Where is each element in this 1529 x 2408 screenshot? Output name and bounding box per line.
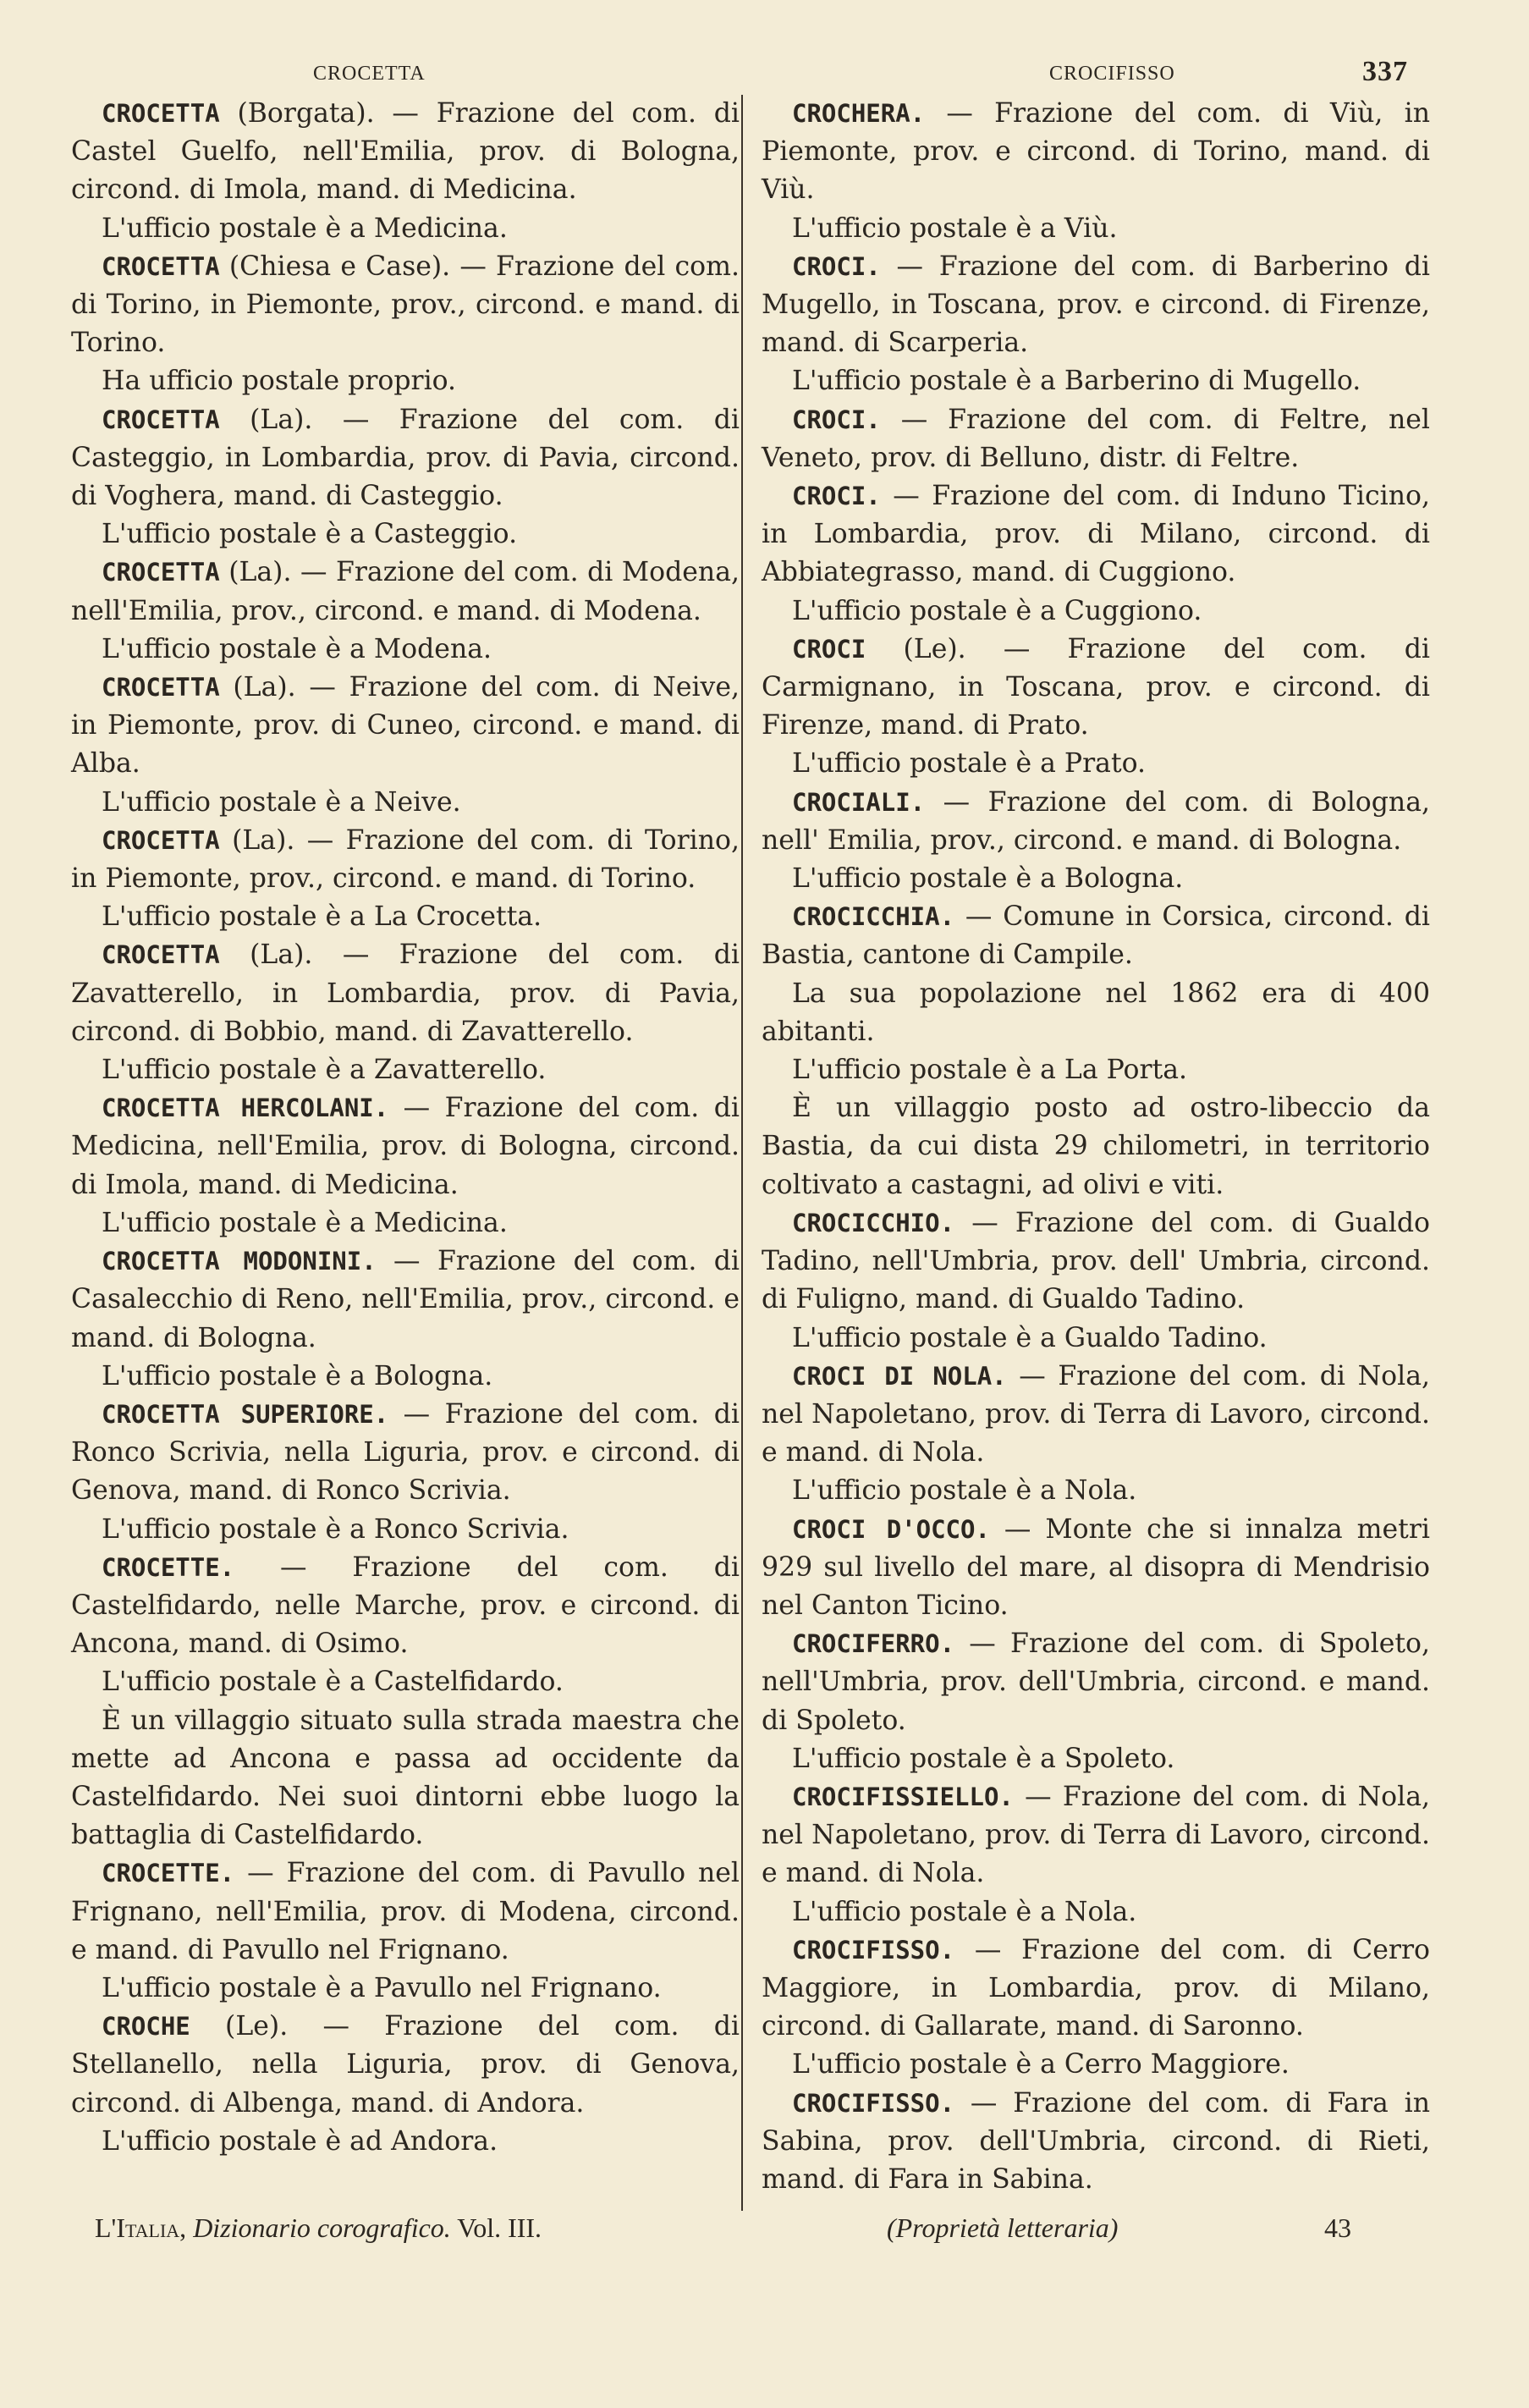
dictionary-entry — [71, 822, 740, 898]
entry-note: L'ufficio postale è a Bologna. — [102, 1360, 493, 1391]
dictionary-entry — [762, 1511, 1430, 1626]
running-head-left: CROCETTA — [313, 63, 426, 85]
entry-note: L'ufficio postale è a Viù. — [792, 212, 1118, 244]
dictionary-entry — [762, 1204, 1430, 1320]
entry-definition: (La). — Frazione del com. di Torino, in Piemonte, prov., circond. e mand. di Torino. — [71, 824, 740, 895]
entry-headword: CROCIFISSO. — [792, 1935, 955, 1964]
entry-headword: CROCETTA — [102, 251, 220, 281]
entry-headword: CROCETTA — [102, 673, 220, 703]
entry-note: L'ufficio postale è a Ronco Scrivia. — [102, 1513, 569, 1545]
entry-headword: CROCI. — [792, 405, 881, 434]
entry-headword: CROCIALI. — [792, 787, 926, 817]
entry-note: Ha ufficio postale proprio. — [102, 366, 457, 397]
dictionary-entry — [762, 477, 1430, 592]
entry-note: L'ufficio postale è ad Andora. — [102, 2125, 498, 2157]
entry-headword: CROCI D'OCCO. — [792, 1514, 990, 1544]
entry-headword: CROCI — [792, 634, 866, 664]
entry-definition: — Frazione del com. di Nola, nel Napoletano, prov. di Terra di Lavoro, circond. e mand. di Nola. — [762, 1781, 1430, 1889]
entry-headword: CROCETTA — [102, 825, 220, 855]
footer-subtitle: Dizionario corografico. — [193, 2212, 451, 2243]
entry-headword: CROCIFISSO. — [792, 2088, 955, 2118]
entry-definition: — Frazione del com. di Barberino di Mugello, in Toscana, prov. e circond. di Firenze, mand. di Scarperia. — [762, 251, 1430, 359]
entry-note: L'ufficio postale è a Nola. — [792, 1896, 1137, 1927]
entry-headword: CROCETTA — [102, 940, 220, 970]
entry-headword: CROCIFISSIELLO. — [792, 1782, 1014, 1811]
entry-headword: CROCI. — [792, 482, 881, 511]
entry-definition: — Frazione del com. di Ronco Scrivia, nella Liguria, prov. e circond. di Genova, mand. di Ronco Scrivia. — [71, 1398, 740, 1507]
dictionary-entry — [71, 1854, 740, 1970]
page-number: 337 — [1362, 56, 1408, 87]
entry-definition: — Frazione del com. di Spoleto, nell'Umbria, prov. dell'Umbria, circond. e mand. di Spoleto. — [762, 1628, 1430, 1736]
entry-note: L'ufficio postale è a Cerro Maggiore. — [792, 2049, 1290, 2080]
entry-definition: — Frazione del com. di Cerro Maggiore, in Lombardia, prov. di Milano, circond. di Gallarate, mand. di Saronno. — [762, 1934, 1430, 2042]
dictionary-entry — [762, 1358, 1430, 1473]
entry-note: L'ufficio postale è a Spoleto. — [792, 1743, 1175, 1774]
entry-headword: CROCI DI NOLA. — [792, 1361, 1007, 1391]
left-column — [71, 95, 740, 2161]
entry-headword: CROCETTE. — [102, 1552, 235, 1582]
entry-note: L'ufficio postale è a Pavullo nel Frignano. — [102, 1972, 662, 2003]
entry-headword: CROCETTA — [102, 99, 220, 128]
entry-headword: CROCETTA — [102, 405, 220, 434]
right-column — [762, 95, 1430, 2199]
entry-definition: — Frazione del com. di Feltre, nel Veneto, prov. di Belluno, distr. di Feltre. — [762, 404, 1430, 473]
footer-rights: (Proprietà letteraria) — [887, 2212, 1119, 2243]
footer-title: L'Italia, — [95, 2212, 187, 2243]
entry-definition: — Monte che si innalza metri 929 sul livello del mare, al disopra di Mendrisio nel Canton Ticino. — [762, 1513, 1430, 1621]
running-head — [0, 56, 1529, 90]
dictionary-entry — [762, 2085, 1430, 2200]
entry-headword: CROCI. — [792, 251, 881, 281]
entry-note: È un villaggio posto ad ostro-libeccio da Bastia, da cui dista 29 chilometri, in territorio coltivato a castagni, ad olivi e viti. — [762, 1093, 1430, 1200]
entry-headword: CROCHE — [102, 2012, 190, 2042]
entry-definition: — Frazione del com. di Pavullo nel Frignano, nell'Emilia, prov. di Modena, circond. e mand. di Pavullo nel Frignano. — [71, 1858, 740, 1965]
entry-definition: (Le). — Frazione del com. di Stellanello, nella Liguria, prov. di Genova, circond. di Albenga, mand. di Andora. — [71, 2011, 740, 2119]
entry-definition: (Le). — Frazione del com. di Carmignano, in Toscana, prov. e circond. di Firenze, mand. di Prato. — [762, 633, 1430, 741]
page-footer — [0, 2212, 1529, 2260]
entry-note: L'ufficio postale è a La Porta. — [792, 1055, 1188, 1086]
entry-definition: — Frazione del com. di Fara in Sabina, prov. dell'Umbria, circond. di Rieti, mand. di Fara in Sabina. — [762, 2087, 1430, 2195]
entry-definition: (Borgata). — Frazione del com. di Castel Guelfo, nell'Emilia, prov. di Bologna, circond. di Imola, mand. di Medicina. — [71, 98, 740, 206]
entry-note: L'ufficio postale è a Bologna. — [792, 863, 1184, 895]
column-divider — [741, 95, 743, 2211]
dictionary-entry — [71, 554, 740, 630]
dictionary-entry — [762, 784, 1430, 860]
entry-definition: — Frazione del com. di Gualdo Tadino, nell'Umbria, prov. dell' Umbria, circond. di Fuligno, mand. di Gualdo Tadino. — [762, 1207, 1430, 1315]
entry-headword: CROCETTA MODONINI. — [102, 1247, 377, 1276]
entry-headword: CROCETTE. — [102, 1859, 235, 1888]
entry-note: L'ufficio postale è a Barberino di Mugello. — [792, 366, 1361, 397]
dictionary-entry — [762, 1931, 1430, 2047]
entry-definition: (La). — Frazione del com. di Neive, in Piemonte, prov. di Cuneo, circond. e mand. di Alba. — [71, 672, 740, 780]
entry-note: L'ufficio postale è a Nola. — [792, 1475, 1137, 1507]
dictionary-entry — [71, 669, 740, 784]
dictionary-entry — [71, 1089, 740, 1204]
dictionary-entry — [71, 1549, 740, 1664]
entry-note: L'ufficio postale è a Zavatterello. — [102, 1055, 547, 1086]
dictionary-entry — [71, 95, 740, 210]
entry-note: L'ufficio postale è a Casteggio. — [102, 519, 518, 550]
entry-definition: — Frazione del com. di Induno Ticino, in Lombardia, prov. di Milano, circond. di Abbiategrasso, mand. di Cuggiono. — [762, 481, 1430, 588]
entry-definition: (La). — Frazione del com. di Modena, nell'Emilia, prov., circond. e mand. di Modena. — [71, 557, 740, 626]
dictionary-entry — [762, 898, 1430, 974]
entry-note: L'ufficio postale è a Cuggiono. — [792, 595, 1202, 626]
entry-headword: CROCETTA SUPERIORE. — [102, 1399, 389, 1429]
entry-note: L'ufficio postale è a Castelfidardo. — [102, 1667, 564, 1698]
entry-headword: CROCETTA HERCOLANI. — [102, 1094, 389, 1123]
entry-definition: — Frazione del com. di Medicina, nell'Emilia, prov. di Bologna, circond. di Imola, mand. di Medicina. — [71, 1093, 740, 1200]
entry-definition: — Frazione del com. di Nola, nel Napoletano, prov. di Terra di Lavoro, circond. e mand. di Nola. — [762, 1360, 1431, 1468]
entry-headword: CROCIFERRO. — [792, 1629, 955, 1659]
entry-note: L'ufficio postale è a Medicina. — [102, 1207, 508, 1238]
entry-headword: CROCICCHIA. — [792, 902, 955, 932]
dictionary-entry — [762, 631, 1430, 746]
dictionary-entry — [71, 401, 740, 516]
dictionary-entry — [762, 1778, 1430, 1893]
entry-note: L'ufficio postale è a Modena. — [102, 633, 492, 664]
footer-publication — [95, 2212, 542, 2244]
footer-volume: Vol. III. — [457, 2212, 542, 2243]
entry-definition: — Frazione del com. di Bologna, nell' Emilia, prov., circond. e mand. di Bologna. — [762, 786, 1430, 856]
entry-note: È un villaggio situato sulla strada maestra che mette ad Ancona e passa ad occidente da Castelfidardo. Nei suoi dintorni ebbe luogo la battaglia di Castelfidardo. — [71, 1705, 740, 1851]
dictionary-entry — [71, 248, 740, 363]
dictionary-entry — [71, 1396, 740, 1511]
dictionary-entry — [762, 248, 1430, 363]
entry-note: L'ufficio postale è a Gualdo Tadino. — [792, 1322, 1268, 1353]
entry-definition: — Frazione del com. di Viù, in Piemonte, prov. e circond. di Torino, mand. di Viù. — [762, 98, 1430, 206]
entry-headword: CROCHERA. — [792, 99, 926, 128]
entry-definition: — Frazione del com. di Castelfidardo, nelle Marche, prov. e circond. di Ancona, mand. di Osimo. — [71, 1551, 740, 1660]
dictionary-entry — [71, 2008, 740, 2123]
dictionary-entry — [71, 936, 740, 1051]
entry-note: L'ufficio postale è a Medicina. — [102, 212, 508, 244]
entry-headword: CROCICCHIO. — [792, 1208, 955, 1237]
entry-headword: CROCETTA — [102, 558, 220, 587]
dictionary-entry — [71, 1243, 740, 1358]
entry-definition: (Chiesa e Case). — Frazione del com. di Torino, in Piemonte, prov., circond. e mand. di Torino. — [71, 251, 740, 359]
dictionary-entry — [762, 1625, 1430, 1740]
dictionary-entry — [762, 401, 1430, 477]
entry-note: L'ufficio postale è a La Crocetta. — [102, 901, 542, 933]
entry-definition: (La). — Frazione del com. di Casteggio, in Lombardia, prov. di Pavia, circond. di Voghera, mand. di Casteggio. — [71, 404, 740, 512]
entry-note: L'ufficio postale è a Prato. — [792, 748, 1147, 780]
entry-definition: (La). — Frazione del com. di Zavatterello, in Lombardia, prov. di Pavia, circond. di Bobbio, mand. di Zavatterello. — [71, 940, 740, 1047]
footer-signature: 43 — [1324, 2212, 1351, 2243]
entry-note: L'ufficio postale è a Neive. — [102, 786, 461, 818]
entry-note: La sua popolazione nel 1862 era di 400 abitanti. — [762, 978, 1430, 1047]
running-head-right: CROCIFISSO — [1049, 63, 1175, 85]
dictionary-entry — [762, 95, 1430, 210]
entry-definition: — Comune in Corsica, circond. di Bastia, cantone di Campile. — [762, 901, 1430, 971]
entry-definition: — Frazione del com. di Casalecchio di Reno, nell'Emilia, prov., circond. e mand. di Bologna. — [71, 1246, 740, 1353]
